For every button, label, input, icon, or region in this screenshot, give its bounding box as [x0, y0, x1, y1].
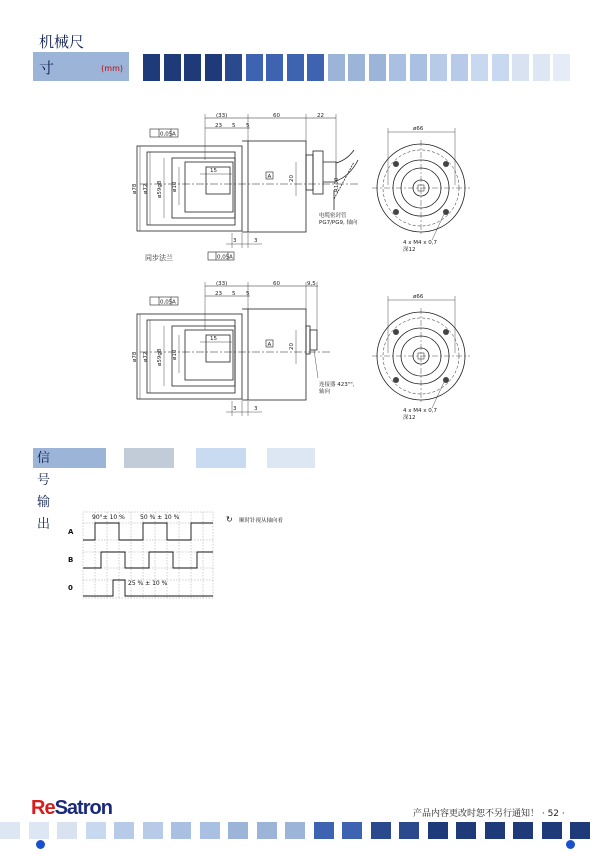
- d2-tolerance: 0,05: [160, 299, 173, 306]
- d2-dia-10: ø10: [172, 349, 178, 360]
- footer-square: [342, 822, 362, 839]
- d2-holes-1: 4 x M4 x 0,7: [403, 408, 437, 414]
- d1-tolerance: 0,05: [160, 131, 173, 138]
- footer-square: [171, 822, 191, 839]
- d1-datum-ref: A: [172, 131, 176, 138]
- d1-dim-33: (33): [216, 113, 228, 119]
- d1-dim-3a: 3: [233, 238, 237, 244]
- footer-square: [86, 822, 106, 839]
- rotation-note: 顺时针视从轴向看: [239, 518, 284, 524]
- d1-dia-78: ø78: [132, 183, 138, 194]
- d2-dim-33: (33): [216, 281, 228, 287]
- signal-a-dim1: 90°± 10 %: [92, 514, 125, 521]
- channel-0-label: 0: [68, 584, 73, 592]
- d1-dim-3b: 3: [254, 238, 258, 244]
- footer-square: [200, 822, 220, 839]
- rotation-icon: ↻: [226, 515, 233, 524]
- d2-datum-ref: A: [172, 299, 176, 306]
- footer-square: [0, 822, 20, 839]
- footer-square: [257, 822, 277, 839]
- d1-dim-5a: 5: [232, 123, 236, 129]
- signal-z-dim: 25 % ± 10 %: [128, 580, 168, 587]
- d2-datum: A: [267, 342, 272, 348]
- flange-label: 同步法兰: [145, 254, 173, 262]
- footer-square: [228, 822, 248, 839]
- footer-square: [456, 822, 476, 839]
- d1-cable-label-1: 电缆密封管: [319, 213, 347, 219]
- wave-b: [83, 552, 213, 568]
- footer-square: [542, 822, 562, 839]
- signal-a-dim2: 50 % ± 10 %: [140, 514, 180, 521]
- d2-dim-15: 15: [210, 336, 217, 342]
- footer-square: [143, 822, 163, 839]
- d1-datum: A: [267, 174, 272, 180]
- channel-a-label: A: [68, 528, 74, 536]
- d1-datum-ref-2: A: [229, 254, 233, 261]
- d2-dim-20: 20: [289, 343, 295, 350]
- footer-dot-left: [36, 840, 45, 849]
- d2-dim-5b: 5: [246, 291, 250, 297]
- footer-square: [513, 822, 533, 839]
- d1-holes-1: 4 x M4 x 0,7: [403, 240, 437, 246]
- footer-square: [485, 822, 505, 839]
- d2-dia-59: ø59g8: [157, 348, 163, 366]
- d1-dia-59: ø59g8: [157, 180, 163, 198]
- footer-square: [29, 822, 49, 839]
- d2-dim-3b: 3: [254, 406, 258, 412]
- d2-dia-78: ø78: [132, 351, 138, 362]
- d2-dim-95: 9,5: [307, 281, 316, 287]
- brand-logo: ReSatron: [31, 797, 112, 819]
- d1-dim-60: 60: [273, 113, 280, 119]
- footer-square: [57, 822, 77, 839]
- channel-b-label: B: [68, 556, 74, 564]
- d1-holes-2: 深12: [403, 247, 416, 253]
- d1-dim-23: 23: [215, 123, 222, 129]
- d1-tolerance-2: 0,05: [217, 254, 230, 261]
- footer-square: [314, 822, 334, 839]
- section2-title: 信号输出: [37, 451, 51, 532]
- footer-square: [570, 822, 590, 839]
- footer-square: [371, 822, 391, 839]
- d1-dim-20: 20: [289, 175, 295, 182]
- footer-square: [428, 822, 448, 839]
- d1-dim-22: 22: [317, 113, 324, 119]
- footer-dot-right: [566, 840, 575, 849]
- d1-circle-dia: ø66: [413, 126, 424, 132]
- d1-dia-72: ø72: [143, 183, 149, 194]
- d1-radius: R100: [334, 177, 340, 192]
- section2-bar-2: [196, 448, 246, 468]
- d2-circle-dia: ø66: [413, 294, 424, 300]
- d2-dim-23: 23: [215, 291, 222, 297]
- section2-bar-1: [124, 448, 174, 468]
- footer-note: 产品内容更改时恕不另行通知！ · 52 ·: [413, 809, 565, 819]
- d2-dia-72: ø72: [143, 351, 149, 362]
- d2-conn-label-2: 轴向: [319, 389, 331, 395]
- wave-a: [83, 523, 213, 540]
- section2-bar-3: [267, 448, 315, 468]
- drawing1-front: [372, 128, 470, 240]
- drawing2-front: [372, 296, 470, 408]
- d1-dim-5b: 5: [246, 123, 250, 129]
- footer-square: [114, 822, 134, 839]
- footer-square: [399, 822, 419, 839]
- section-unit: (mm): [101, 64, 123, 73]
- d2-dim-60: 60: [273, 281, 280, 287]
- d1-dim-15: 15: [210, 168, 217, 174]
- d2-dim-5a: 5: [232, 291, 236, 297]
- d1-dia-10: ø10: [172, 181, 178, 192]
- d1-cable-label-2: PG7/PG9, 轴向: [319, 220, 358, 226]
- footer-square: [285, 822, 305, 839]
- d2-holes-2: 深12: [403, 415, 416, 421]
- section-title: 机械尺寸: [39, 33, 85, 77]
- d2-conn-label-1: 连接器 423"",: [319, 382, 355, 388]
- d2-dim-3a: 3: [233, 406, 237, 412]
